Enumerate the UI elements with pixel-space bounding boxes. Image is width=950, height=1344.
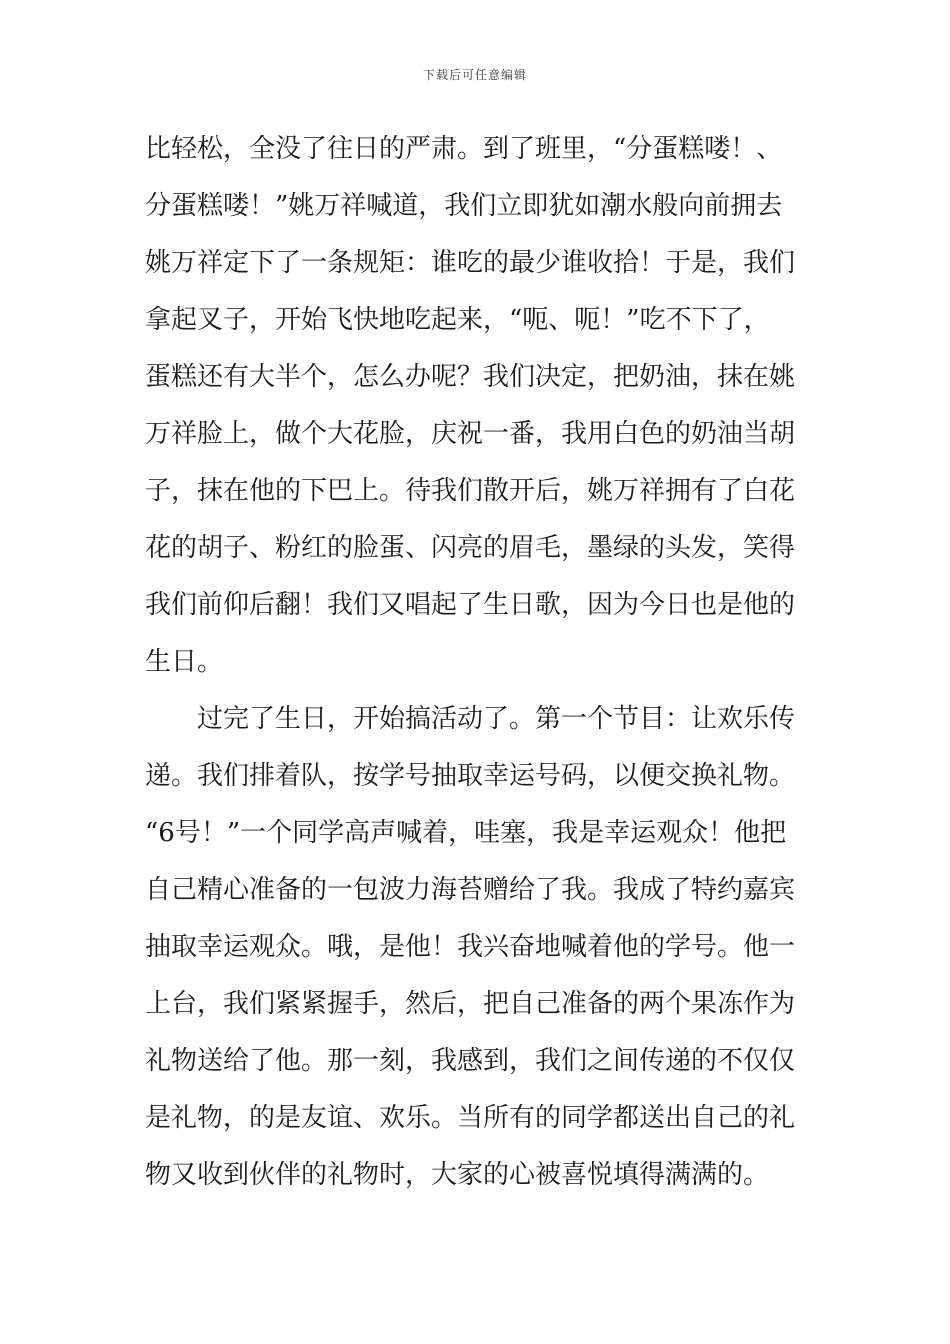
paragraph-first-line: 过完了生日，开始搞活动了。第一个节目：让欢乐传 <box>197 704 796 734</box>
text-line: 万祥脸上，做个大花脸，庆祝一番，我用白色的奶油当胡 <box>145 419 796 449</box>
body-text <box>145 121 815 1204</box>
text-line: 上台，我们紧紧握手，然后，把自己准备的两个果冻作为 <box>145 989 796 1019</box>
text-line: 递。我们排着队，按学号抽取幸运号码，以便交换礼物。 <box>145 761 796 791</box>
text-line: 我们前仰后翻！我们又唱起了生日歌，因为今日也是他的 <box>145 590 796 620</box>
text-line: 分蛋糕喽！”姚万祥喊道，我们立即犹如潮水般向前拥去 <box>145 191 783 221</box>
page-header: 下载后可任意编辑 <box>422 68 527 82</box>
text-line: “6号！”一个同学高声喊着，哇塞，我是幸运观众！他把 <box>145 818 787 848</box>
text-line: 物又收到伙伴的礼物时，大家的心被喜悦填得满满的。 <box>145 1160 770 1190</box>
text-line: 蛋糕还有大半个，怎么办呢？我们决定，把奶油，抹在姚 <box>145 362 796 392</box>
text-line: 子，抹在他的下巴上。待我们散开后，姚万祥拥有了白花 <box>145 476 796 506</box>
text-line: 花的胡子、粉红的脸蛋、闪亮的眉毛，墨绿的头发，笑得 <box>145 533 796 563</box>
text-line: 是礼物，的是友谊、欢乐。当所有的同学都送出自己的礼 <box>145 1103 796 1133</box>
text-line: 比轻松，全没了往日的严肃。到了班里，“分蛋糕喽！、 <box>145 134 783 164</box>
text-line: 拿起叉子，开始飞快地吃起来，“呃、呃！”吃不下了， <box>145 305 770 335</box>
text-line: 生日。 <box>145 647 224 677</box>
text-line: 礼物送给了他。那一刻，我感到，我们之间传递的不仅仅 <box>145 1046 796 1076</box>
text-line: 自己精心准备的一包波力海苔赠给了我。我成了特约嘉宾 <box>145 875 796 905</box>
text-line: 姚万祥定下了一条规矩：谁吃的最少谁收拾！于是，我们 <box>145 248 796 278</box>
text-line: 抽取幸运观众。哦，是他！我兴奋地喊着他的学号。他一 <box>145 932 796 962</box>
